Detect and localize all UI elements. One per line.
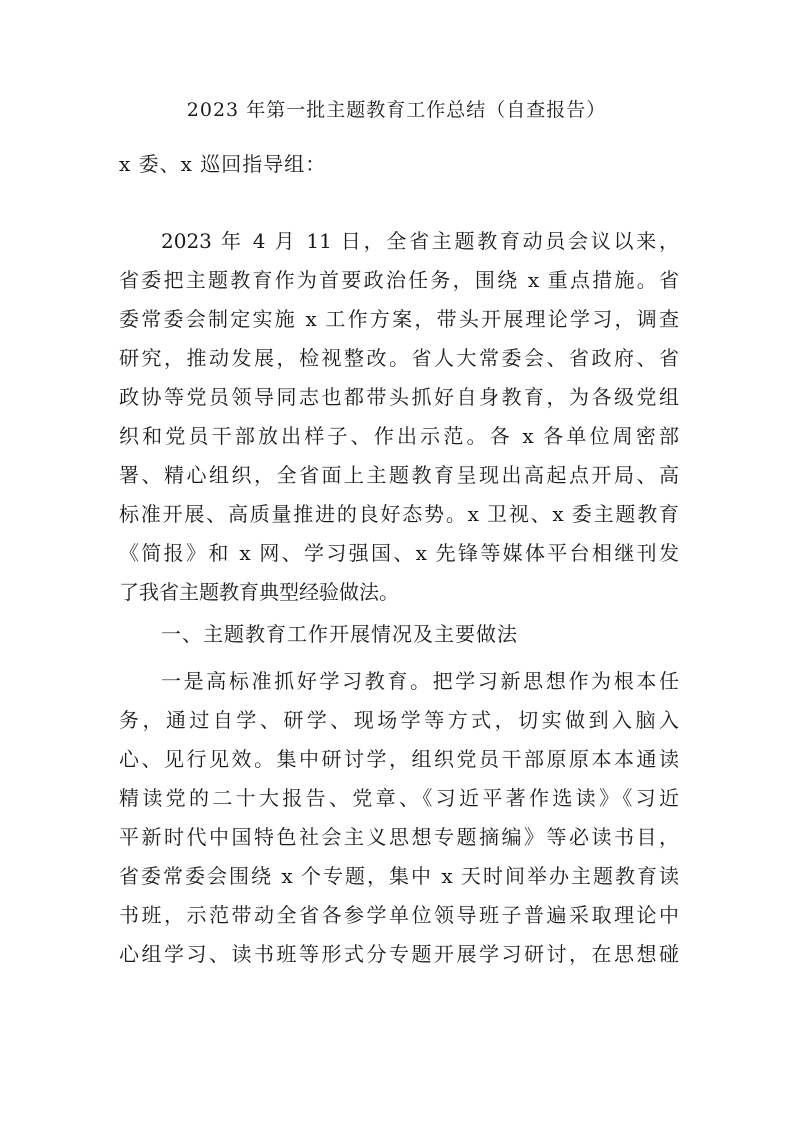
paragraph-line: 研究，推动发展，检视整改。省人大常委会、省政府、省 xyxy=(119,346,679,370)
paragraph-line: 省委把主题教育作为首要政治任务，围绕 x 重点措施。省 xyxy=(119,268,679,292)
paragraph-study xyxy=(119,662,679,974)
paragraph-line: 务，通过自学、研学、现场学等方式，切实做到入脑入 xyxy=(119,708,679,732)
paragraph-line: 一是高标准抓好学习教育。把学习新思想作为根本任 xyxy=(161,669,679,693)
paragraph-line: 政协等党员领导同志也都带头抓好自身教育，为各级党组 xyxy=(119,385,679,409)
paragraph-line: 署、精心组织，全省面上主题教育呈现出高起点开局、高 xyxy=(119,463,679,487)
section-heading: 一、主题教育工作开展情况及主要做法 xyxy=(161,622,518,646)
paragraph-line: 平新时代中国特色社会主义思想专题摘编》等必读书目， xyxy=(119,825,679,849)
paragraph-line: 省委常委会围绕 x 个专题，集中 x 天时间举办主题教育读 xyxy=(119,864,679,888)
paragraph-line: 心、见行见效。集中研讨学，组织党员干部原原本本通读 xyxy=(119,747,679,771)
paragraph-line: 《简报》和 x 网、学习强国、x 先锋等媒体平台相继刊发 xyxy=(119,541,679,565)
paragraph-line: 心组学习、读书班等形式分专题开展学习研讨，在思想碰 xyxy=(119,942,679,966)
paragraph-intro xyxy=(119,222,679,612)
salutation: x 委、x 巡回指导组： xyxy=(119,152,327,176)
paragraph-line: 标准开展、高质量推进的良好态势。x 卫视、x 委主题教育 xyxy=(119,502,679,526)
paragraph-line: 书班，示范带动全省各参学单位领导班子普遍采取理论中 xyxy=(119,903,679,927)
paragraph-line: 精读党的二十大报告、党章、《习近平著作选读》《习近 xyxy=(119,786,679,810)
paragraph-line: 织和党员干部放出样子、作出示范。各 x 各单位周密部 xyxy=(119,424,679,448)
paragraph-line: 2023 年 4 月 11 日，全省主题教育动员会议以来， xyxy=(161,229,679,253)
paragraph-line: 委常委会制定实施 x 工作方案，带头开展理论学习，调查 xyxy=(119,307,679,331)
paragraph-line: 了我省主题教育典型经验做法。 xyxy=(119,580,399,604)
document-title: 2023 年第一批主题教育工作总结（自查报告） xyxy=(186,99,607,121)
